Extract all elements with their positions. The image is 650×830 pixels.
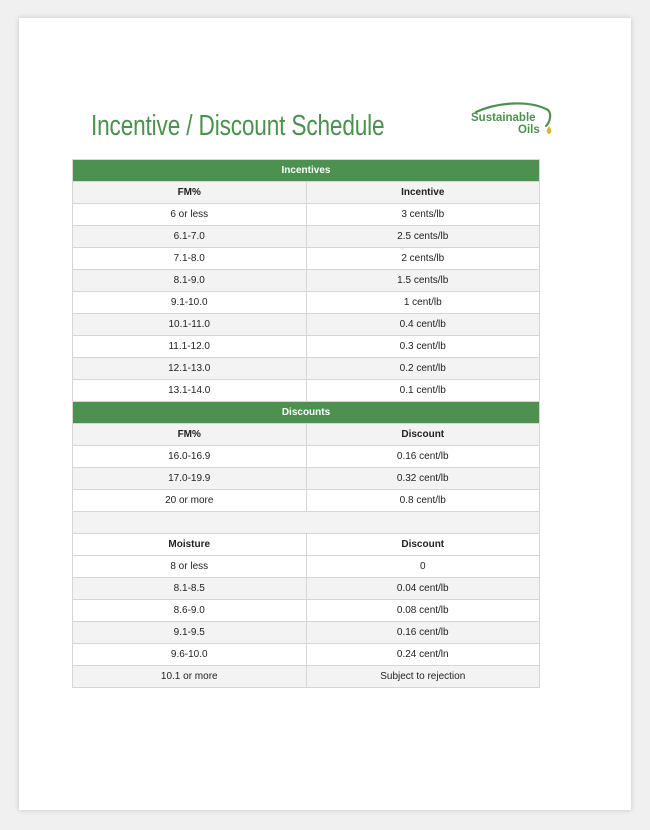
table-row xyxy=(73,336,540,358)
column-header-fm: FM% xyxy=(73,182,307,204)
logo-text-line1: Sustainable xyxy=(471,112,536,124)
discount-value-cell: 0.32 cent/lb xyxy=(306,468,540,490)
incentive-value-cell: 0.1 cent/lb xyxy=(306,380,540,402)
incentive-value-cell: 1.5 cents/lb xyxy=(306,270,540,292)
schedule-table xyxy=(72,159,540,688)
discount-value-cell: 0.16 cent/lb xyxy=(306,622,540,644)
moisture-range-cell: 8 or less xyxy=(73,556,307,578)
table-row xyxy=(73,644,540,666)
discount-value-cell: 0.8 cent/lb xyxy=(306,490,540,512)
moisture-range-cell: 8.1-8.5 xyxy=(73,578,307,600)
fm-range-cell: 6.1-7.0 xyxy=(73,226,307,248)
sustainable-oils-logo xyxy=(468,100,558,140)
incentive-value-cell: 2.5 cents/lb xyxy=(306,226,540,248)
column-header-incentive: Incentive xyxy=(306,182,540,204)
table-row xyxy=(73,490,540,512)
incentives-heading: Incentives xyxy=(73,160,540,182)
table-row xyxy=(73,666,540,688)
incentive-value-cell: 0.2 cent/lb xyxy=(306,358,540,380)
table-row xyxy=(73,578,540,600)
discount-value-cell: 0 xyxy=(306,556,540,578)
table-row xyxy=(73,468,540,490)
discount-value-cell: 0.04 cent/lb xyxy=(306,578,540,600)
fm-range-cell: 12.1-13.0 xyxy=(73,358,307,380)
table-row xyxy=(73,314,540,336)
page-title: Incentive / Discount Schedule xyxy=(91,110,385,142)
discount-value-cell: 0.16 cent/lb xyxy=(306,446,540,468)
moisture-range-cell: 10.1 or more xyxy=(73,666,307,688)
moisture-range-cell: 9.6-10.0 xyxy=(73,644,307,666)
fm-range-cell: 9.1-10.0 xyxy=(73,292,307,314)
moisture-column-header xyxy=(73,534,540,556)
fm-range-cell: 16.0-16.9 xyxy=(73,446,307,468)
incentives-column-header xyxy=(73,182,540,204)
fm-range-cell: 13.1-14.0 xyxy=(73,380,307,402)
moisture-range-cell: 8.6-9.0 xyxy=(73,600,307,622)
oil-drop-icon xyxy=(547,126,552,134)
table-row xyxy=(73,270,540,292)
discounts-heading-row xyxy=(73,402,540,424)
fm-range-cell: 20 or more xyxy=(73,490,307,512)
incentives-heading-row xyxy=(73,160,540,182)
fm-range-cell: 8.1-9.0 xyxy=(73,270,307,292)
incentive-value-cell: 2 cents/lb xyxy=(306,248,540,270)
discount-value-cell: 0.24 cent/ln xyxy=(306,644,540,666)
table-row xyxy=(73,358,540,380)
table-row xyxy=(73,556,540,578)
section-spacer xyxy=(73,512,540,534)
incentive-value-cell: 0.4 cent/lb xyxy=(306,314,540,336)
spacer-cell xyxy=(73,512,540,534)
discount-value-cell: 0.08 cent/lb xyxy=(306,600,540,622)
table-row xyxy=(73,380,540,402)
table-row xyxy=(73,248,540,270)
table-row xyxy=(73,292,540,314)
incentive-value-cell: 1 cent/lb xyxy=(306,292,540,314)
table-row xyxy=(73,204,540,226)
fm-range-cell: 10.1-11.0 xyxy=(73,314,307,336)
discounts-heading: Discounts xyxy=(73,402,540,424)
column-header-discount: Discount xyxy=(306,534,540,556)
discounts-column-header xyxy=(73,424,540,446)
moisture-range-cell: 9.1-9.5 xyxy=(73,622,307,644)
discount-value-cell: Subject to rejection xyxy=(306,666,540,688)
fm-range-cell: 6 or less xyxy=(73,204,307,226)
table-row xyxy=(73,446,540,468)
table-row xyxy=(73,600,540,622)
incentive-value-cell: 0.3 cent/lb xyxy=(306,336,540,358)
incentive-value-cell: 3 cents/lb xyxy=(306,204,540,226)
column-header-fm: FM% xyxy=(73,424,307,446)
column-header-discount: Discount xyxy=(306,424,540,446)
fm-range-cell: 11.1-12.0 xyxy=(73,336,307,358)
table-row xyxy=(73,622,540,644)
logo-text-line2: Oils xyxy=(518,124,540,136)
fm-range-cell: 17.0-19.9 xyxy=(73,468,307,490)
column-header-moisture: Moisture xyxy=(73,534,307,556)
fm-range-cell: 7.1-8.0 xyxy=(73,248,307,270)
table-row xyxy=(73,226,540,248)
